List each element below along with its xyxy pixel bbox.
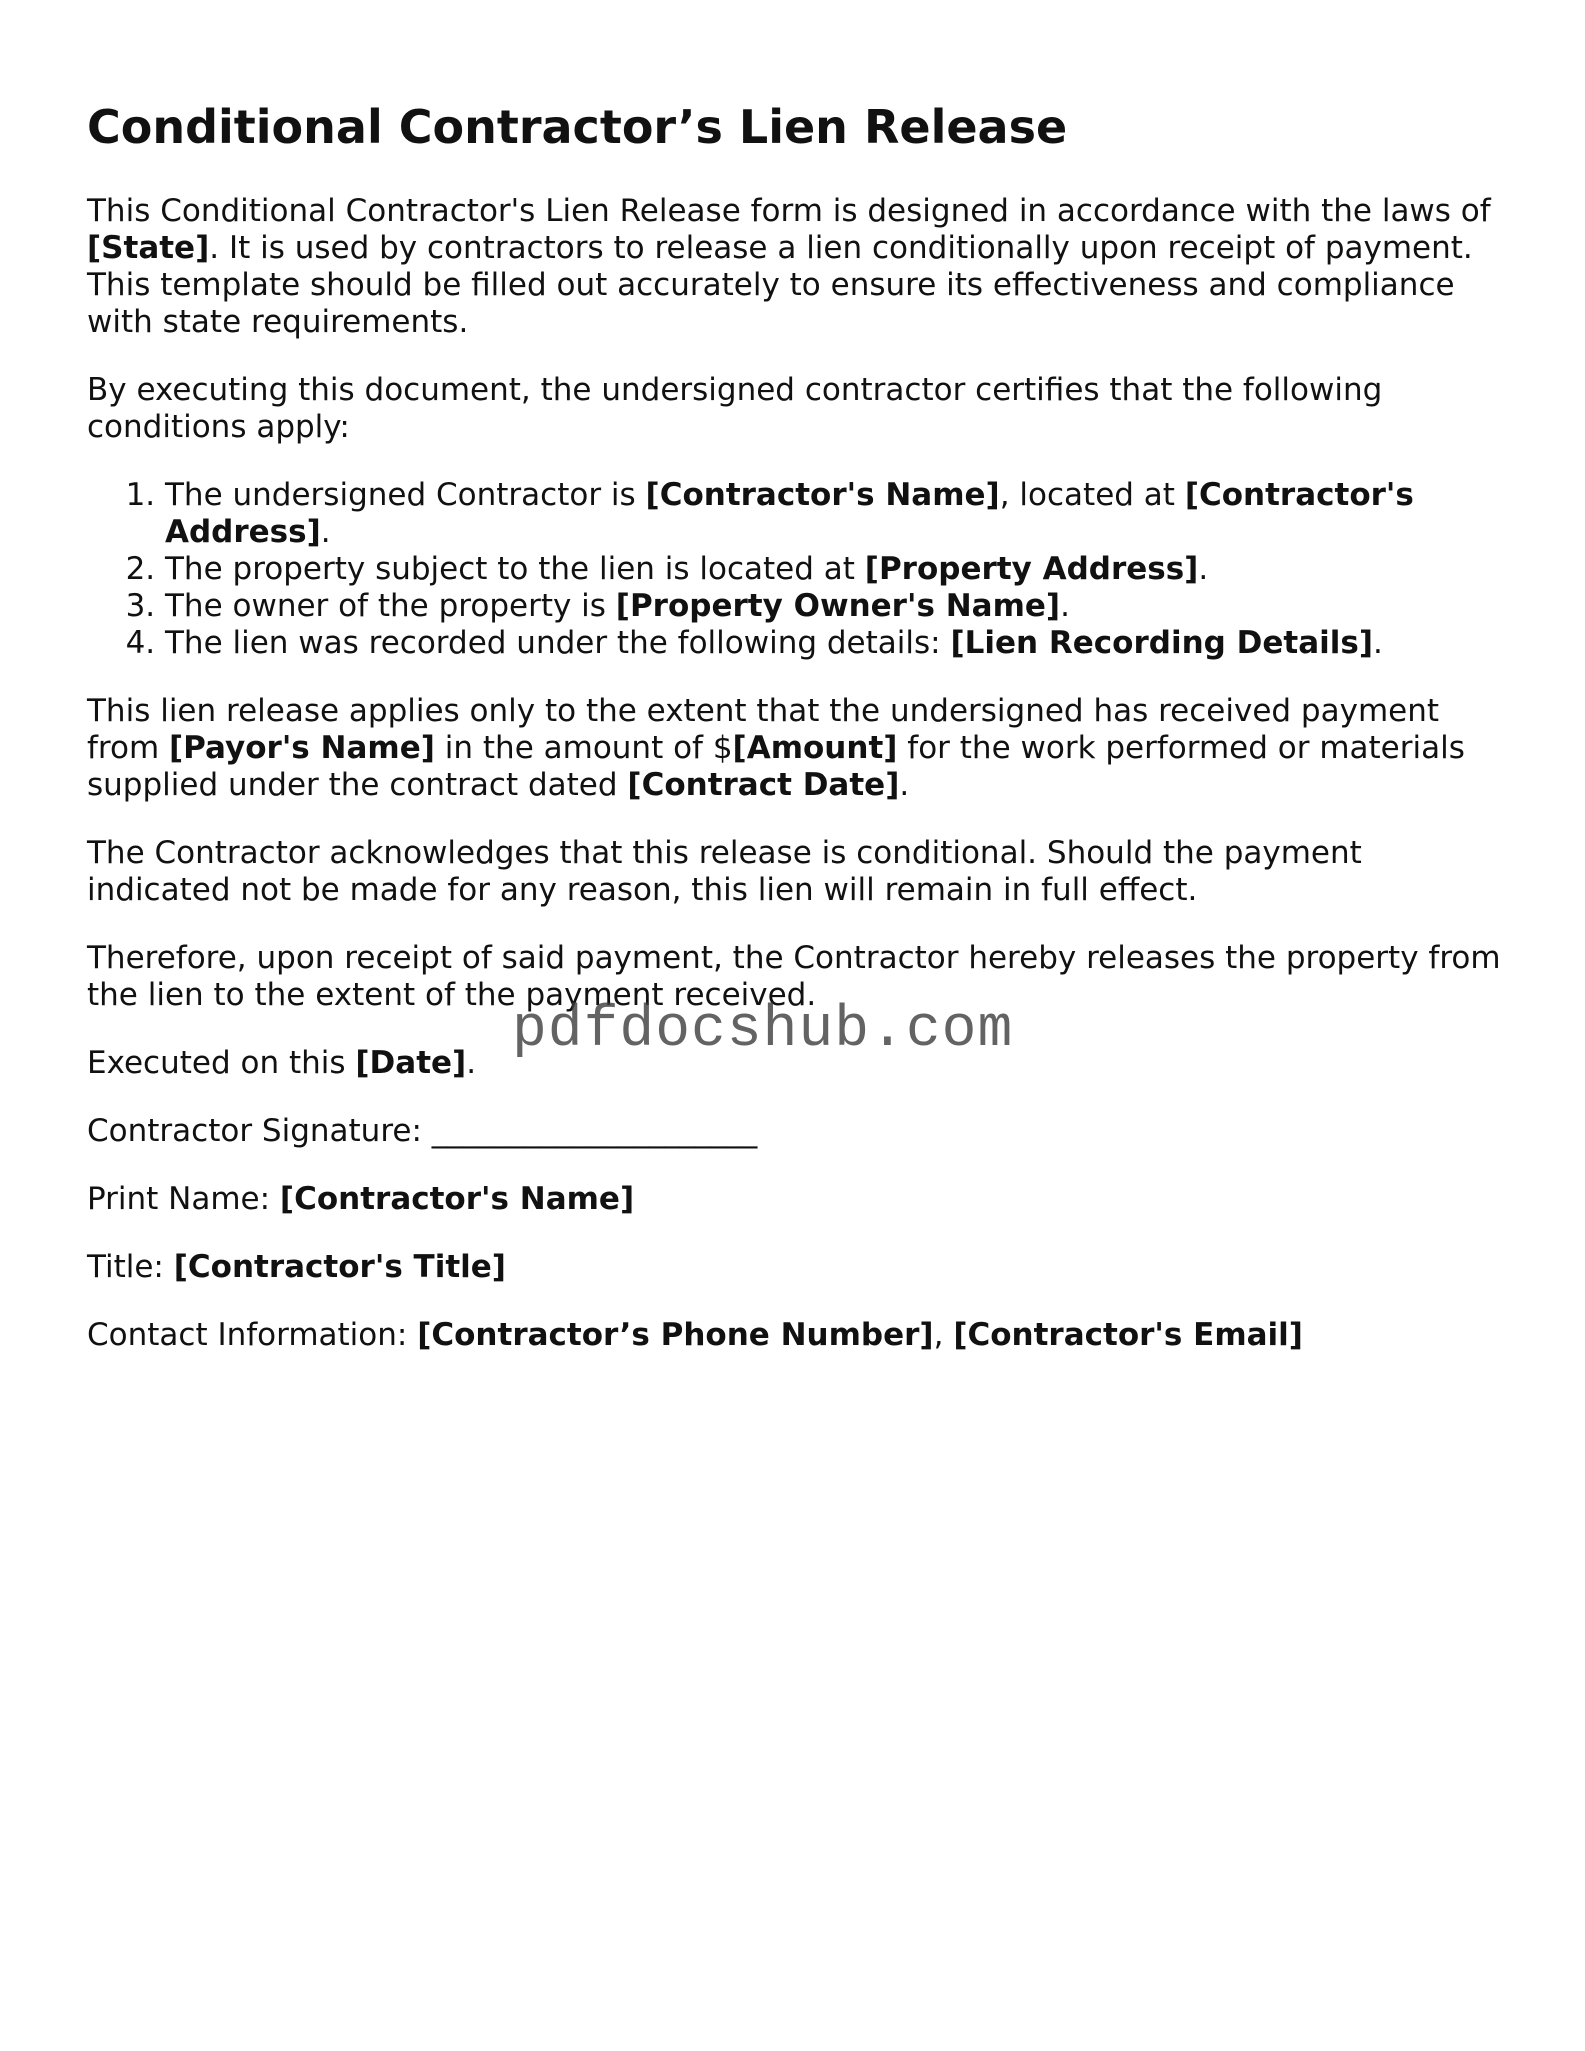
condition-text: The undersigned Contractor is (165, 477, 646, 514)
intro-text-cont: . It is used by contractors to release a lien conditionally upon receipt of payment. This template should be filled out accurately to ensure its effectiveness and compliance with state requirements. (87, 230, 1473, 341)
release-paragraph: Therefore, upon receipt of said payment, the Contractor hereby releases the property from the lien to the extent of the payment received. (87, 940, 1501, 1014)
intro-text: This Conditional Contractor's Lien Release form is designed in accordance with the laws of (87, 193, 1491, 230)
list-item (165, 551, 1507, 588)
payor-name-field: [Payor's Name] (169, 730, 435, 767)
payment-paragraph (87, 693, 1507, 804)
signature-blank: _____________________ (431, 1113, 758, 1150)
condition-text: . (320, 514, 331, 551)
payment-text: This lien release applies only to the extent that the undersigned has received payment from (87, 693, 1440, 767)
conditions-list (87, 477, 1507, 662)
document-page (87, 100, 1507, 1385)
executed-suffix: . (466, 1045, 477, 1082)
condition-text: . (1060, 588, 1070, 625)
signature-line (87, 1113, 1507, 1150)
title-label: Title: (87, 1249, 174, 1286)
title-line (87, 1249, 1507, 1286)
list-item (165, 625, 1507, 662)
conditional-paragraph: The Contractor acknowledges that this release is conditional. Should the payment indicated not be made for any reason, this lien will remain in full effect. (87, 835, 1362, 909)
property-owner-field: [Property Owner's Name] (615, 588, 1061, 625)
contractor-name-field: [Contractor's Name] (645, 477, 1000, 514)
condition-text: . (1373, 625, 1383, 662)
amount-field: [Amount] (732, 730, 898, 767)
state-field: [State] (87, 230, 210, 267)
contractor-address-field: [Contractor's Address] (165, 477, 1414, 551)
print-name-label: Print Name: (87, 1181, 280, 1218)
condition-text: , located at (999, 477, 1185, 514)
lien-recording-field: [Lien Recording Details] (950, 625, 1373, 662)
property-address-field: [Property Address] (864, 551, 1199, 588)
contract-date-field: [Contract Date] (627, 767, 900, 804)
condition-text: The owner of the property is (165, 588, 616, 625)
executed-line (87, 1045, 1507, 1082)
executed-label: Executed on this (87, 1045, 356, 1082)
title-field: [Contractor's Title] (173, 1249, 506, 1286)
payment-text: in the amount of $ (434, 730, 733, 767)
payment-text: . (899, 767, 910, 804)
email-field: [Contractor's Email] (953, 1317, 1303, 1354)
watermark: pdfdocshub.com (512, 998, 1014, 1063)
print-name-field: [Contractor's Name] (279, 1181, 635, 1218)
condition-text: The lien was recorded under the following details: (165, 625, 951, 662)
list-item (165, 588, 1507, 625)
contact-label: Contact Information: (87, 1317, 418, 1354)
signature-label: Contractor Signature: (87, 1113, 432, 1150)
phone-field: [Contractor’s Phone Number] (417, 1317, 934, 1354)
certify-paragraph: By executing this document, the undersigned contractor certifies that the following conditions apply: (87, 372, 1383, 446)
contact-line (87, 1317, 1507, 1354)
print-name-line (87, 1181, 1507, 1218)
condition-text: . (1198, 551, 1209, 588)
list-item (165, 477, 1507, 551)
intro-paragraph (87, 193, 1507, 341)
page-title: Conditional Contractor’s Lien Release (87, 100, 1068, 154)
condition-text: The property subject to the lien is located at (165, 551, 865, 588)
date-field: [Date] (355, 1045, 467, 1082)
payment-text: for the work performed or materials supplied under the contract dated (87, 730, 1465, 804)
contact-separator: , (933, 1317, 954, 1354)
